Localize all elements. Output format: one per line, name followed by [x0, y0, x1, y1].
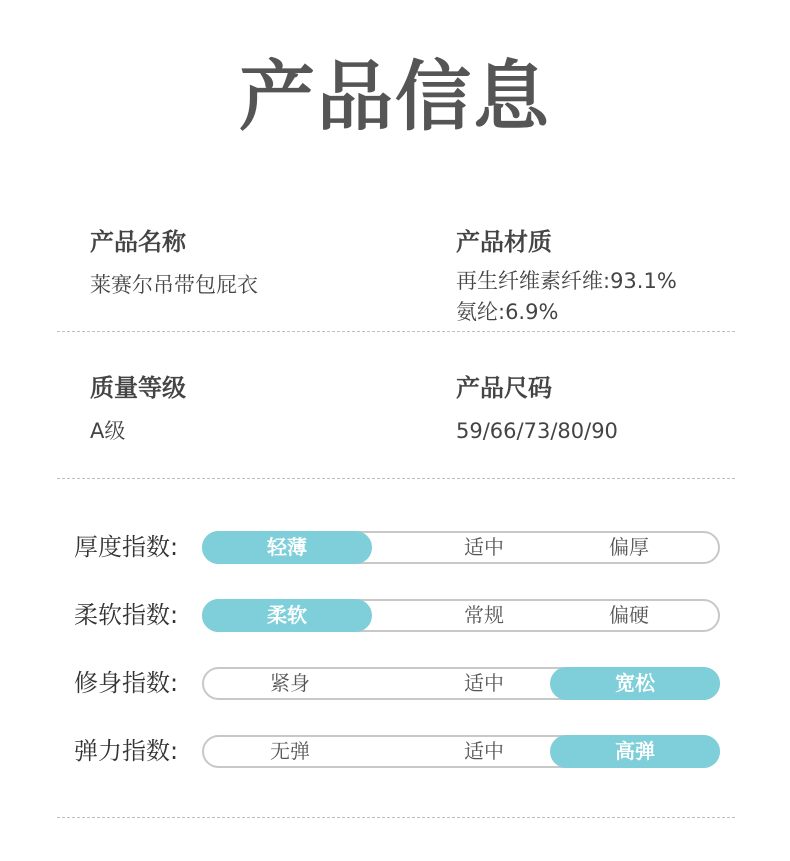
index-scale — [202, 531, 720, 564]
product-size-label: 产品尺码 — [456, 374, 552, 402]
index-label: 弹力指数: — [74, 737, 179, 765]
material-line: 再生纤维素纤维:93.1% — [456, 269, 677, 293]
quality-grade-label: 质量等级 — [90, 374, 186, 402]
index-row — [74, 734, 720, 768]
material-line: 氨纶:6.9% — [456, 300, 559, 324]
index-option: 适中 — [464, 671, 504, 695]
index-option-selected: 高弹 — [550, 735, 720, 768]
product-name-label: 产品名称 — [90, 228, 186, 256]
index-label: 厚度指数: — [74, 533, 179, 561]
product-size-value: 59/66/73/80/90 — [456, 419, 618, 443]
index-option: 偏硬 — [609, 603, 649, 627]
index-option: 紧身 — [270, 671, 310, 695]
index-option: 偏厚 — [609, 535, 649, 559]
index-scale — [202, 599, 720, 632]
index-label: 修身指数: — [74, 669, 179, 697]
page-title: 产品信息 — [239, 52, 551, 141]
index-option: 适中 — [464, 535, 504, 559]
product-name-value: 莱赛尔吊带包屁衣 — [90, 273, 258, 297]
index-option: 无弹 — [270, 739, 310, 763]
quality-grade-block — [90, 372, 186, 446]
divider — [57, 817, 735, 818]
index-option: 常规 — [464, 603, 504, 627]
index-option: 适中 — [464, 739, 504, 763]
divider — [57, 478, 735, 479]
index-option-selected: 宽松 — [550, 667, 720, 700]
index-scale — [202, 735, 720, 768]
product-name-block — [90, 226, 258, 300]
product-material-label: 产品材质 — [456, 228, 552, 256]
product-material-value — [456, 266, 677, 328]
product-size-block — [456, 372, 618, 446]
index-row — [74, 666, 720, 700]
index-option-selected: 轻薄 — [202, 531, 372, 564]
divider — [57, 331, 735, 332]
product-material-block — [456, 226, 677, 328]
index-label: 柔软指数: — [74, 601, 179, 629]
index-row — [74, 530, 720, 564]
index-option-selected: 柔软 — [202, 599, 372, 632]
index-row — [74, 598, 720, 632]
index-scale — [202, 667, 720, 700]
quality-grade-value: A级 — [90, 419, 126, 443]
